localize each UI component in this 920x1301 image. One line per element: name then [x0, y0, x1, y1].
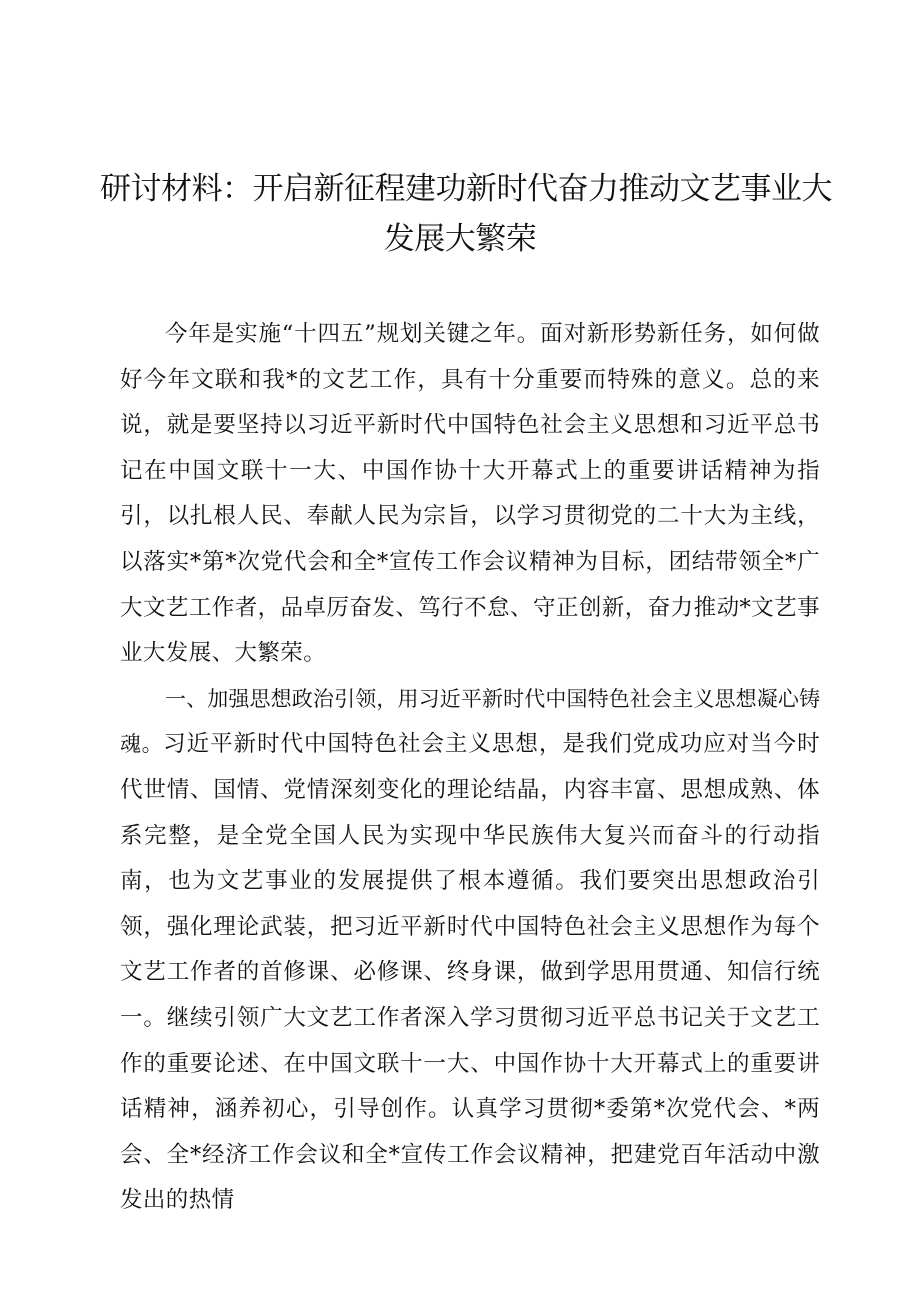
title-line-1: 研讨材料：开启新征程建功新时代奋力推动文艺事业大 — [100, 171, 832, 207]
document-body — [120, 312, 820, 1224]
body-paragraph-intro — [120, 312, 820, 677]
section-heading-1: 一、加强思想政治引领，用习近平新时代中国特色社会主义思想凝心铸魂。 — [120, 686, 820, 757]
body-paragraph-section-1 — [120, 677, 820, 1224]
paragraph-text: 今年是实施“十四五”规划关键之年。面对新形势新任务，如何做好今年文联和我*的文艺工作，具有十分重要而特殊的意义。总的来说，就是要坚持以习近平新时代中国特色社会主义思想和习近平总书记在中国文联十一大、中国作协十大开幕式上的重要讲话精神为指引，以扎根人民、奉献人民为宗旨，以学习贯彻党的二十大为主线，以落实*第*次党代会和全*宣传工作会议精神为目标，团结带领全*广大文艺工作者，品卓厉奋发、笃行不怠、守正创新，奋力推动*文艺事业大发展、大繁荣。 — [120, 321, 820, 667]
document-title — [100, 164, 832, 264]
paragraph-text: 习近平新时代中国特色社会主义思想，是我们党成功应对当今时代世情、国情、党情深刻变化的理论结晶，内容丰富、思想成熟、体系完整，是全党全国人民为实现中华民族伟大复兴而奋斗的行动指南，也为文艺事业的发展提供了根本遵循。我们要突出思想政治引领，强化理论武装，把习近平新时代中国特色社会主义思想作为每个文艺工作者的首修课、必修课、终身课，做到学思用贯通、知信行统一。继续引领广大文艺工作者深入学习贯彻习近平总书记关于文艺工作的重要论述、在中国文联十一大、中国作协十大开幕式上的重要讲话精神，涵养初心，引导创作。认真学习贯彻*委第*次党代会、*两会、全*经济工作会议和全*宣传工作会议精神，把建党百年活动中激发出的热情 — [120, 731, 821, 1214]
title-line-2: 发展大繁荣 — [383, 221, 537, 257]
